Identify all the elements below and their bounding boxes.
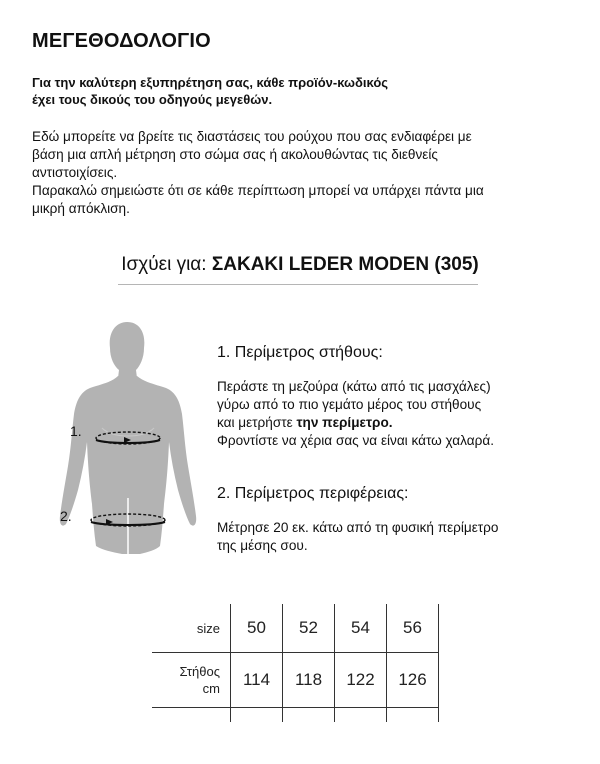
chest-row-label [152,653,231,708]
chest-cell: 122 [335,653,387,708]
chest-measure-line-text: και μετρήστε [217,415,297,430]
page-title: ΜΕΓΕΘΟΔΟΛΟΓΙΟ [32,30,211,52]
applies-to-heading [0,254,600,276]
hip-marker-label: 2. [60,508,72,524]
intro-highlight-line: Για την καλύτερη εξυπηρέτηση σας, κάθε προϊόν-κωδικός [32,75,389,90]
hip-measure-title: 2. Περίμετρος περιφέρειας: [217,485,409,502]
size-cell: 50 [231,604,283,653]
size-cell: 54 [335,604,387,653]
size-cell: 56 [387,604,439,653]
size-row-label: size [196,620,220,636]
spacer-cell [152,708,231,723]
intro-line: Παρακαλώ σημειώστε ότι σε κάθε περίπτωση μπορεί να υπάρχει πάντα μια [32,183,484,198]
chest-measure-title: 1. Περίμετρος στήθους: [217,344,383,361]
intro-line: αντιστοιχίσεις. [32,165,118,180]
intro-line: βάση μια απλή μέτρηση στο σώμα σας ή ακολουθώντας τις διεθνείς [32,147,438,162]
chest-measure-line: Περάστε τη μεζούρα (κάτω από τις μασχάλες) [217,379,491,394]
product-name: ΣΑΚΑΚΙ LEDER MODEN (305) [211,254,479,275]
intro-highlight-line: έχει τους δικούς του οδηγούς μεγεθών. [32,92,273,107]
table-spacer-row [152,708,439,723]
chest-row-unit: cm [202,681,220,696]
chest-measure-text [217,378,577,450]
body-silhouette-icon [58,318,198,568]
body-figure [58,318,198,568]
intro-line: μικρή απόκλιση. [32,201,130,216]
chest-marker-label: 1. [70,423,82,439]
chest-cell: 114 [231,653,283,708]
spacer-cell [231,708,283,723]
chest-measure-line [217,414,577,432]
hip-measure-line: της μέσης σου. [217,538,308,553]
chest-cell: 126 [387,653,439,708]
hip-measure-text [217,519,577,555]
chest-measure-emphasis: την περίμετρο. [296,415,393,430]
heading-divider [118,284,478,285]
hip-measure-line: Μέτρησε 20 εκ. κάτω από τη φυσική περίμετρο [217,520,499,535]
size-row [152,604,439,653]
size-cell: 52 [283,604,335,653]
chest-measure-line: Φροντίστε να χέρια σας να είναι κάτω χαλαρά. [217,433,494,448]
spacer-cell [283,708,335,723]
chest-measure-line: γύρω από το πιο γεμάτο μέρος του στήθους [217,397,482,412]
chest-row-label-line: Στήθος [179,664,220,679]
chest-cell: 118 [283,653,335,708]
intro-text [32,128,572,218]
spacer-cell [335,708,387,723]
chest-row [152,653,439,708]
spacer-cell [387,708,439,723]
size-table [152,604,439,722]
intro-highlight [32,74,572,108]
applies-prefix: Ισχύει για: [121,254,212,275]
intro-line: Εδώ μπορείτε να βρείτε τις διαστάσεις του ρούχου που σας ενδιαφέρει με [32,129,472,144]
